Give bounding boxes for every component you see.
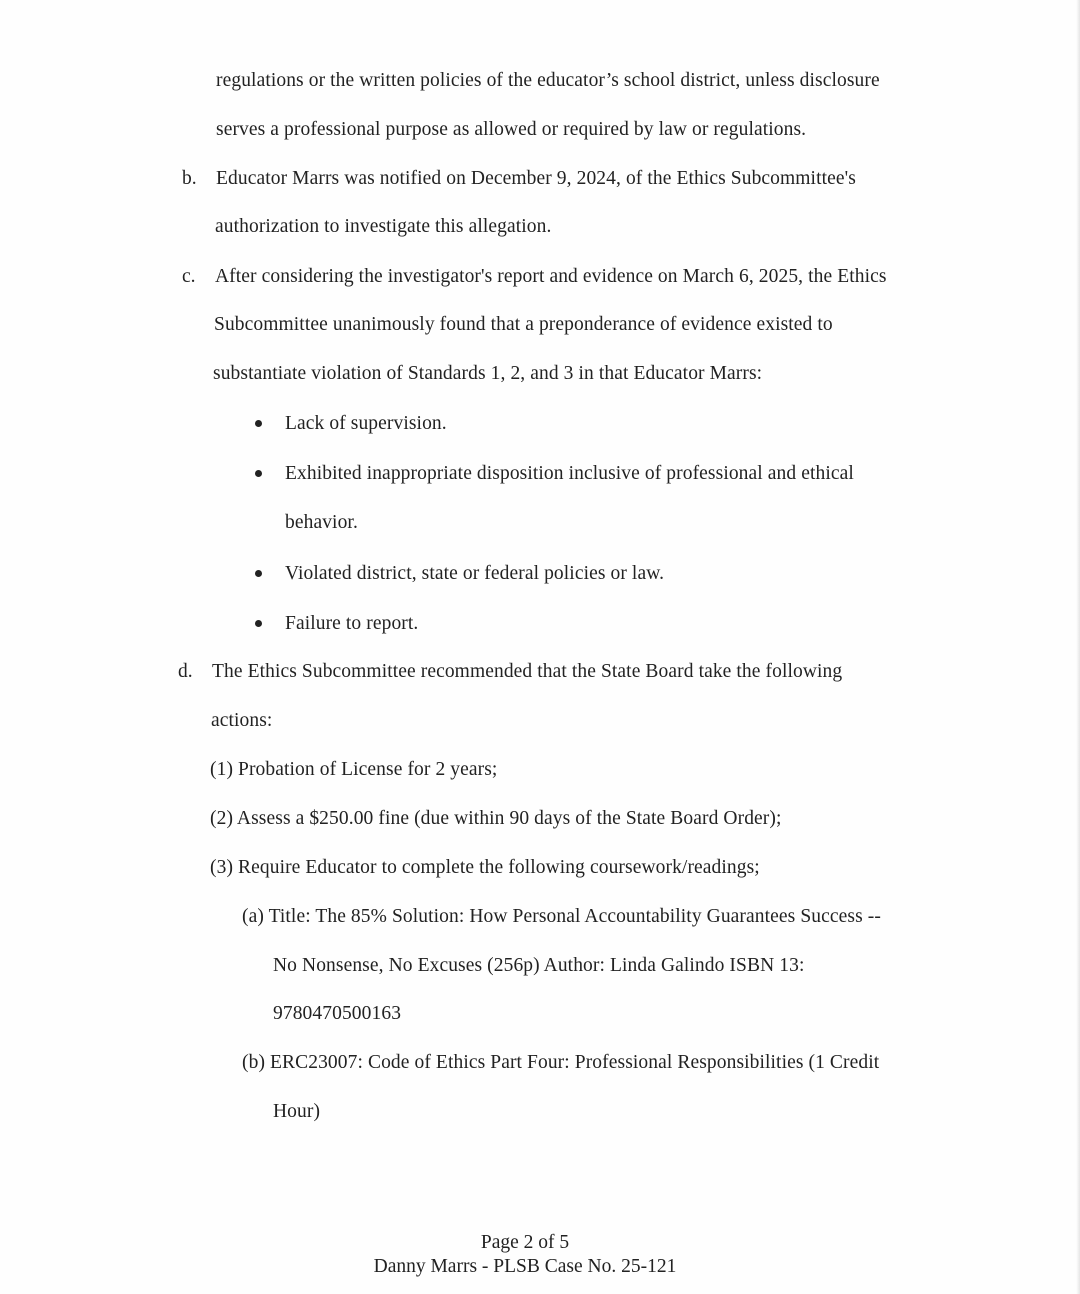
action-item: (2) Assess a $250.00 fine (due within 90 days of the State Board Order);: [210, 808, 782, 829]
coursework-item-continuation: No Nonsense, No Excuses (256p) Author: Linda Galindo ISBN 13:: [273, 955, 805, 976]
list-marker-c: c.: [182, 266, 196, 287]
list-marker-d: d.: [178, 661, 193, 682]
list-marker-b: b.: [182, 168, 197, 189]
coursework-item-continuation: Hour): [273, 1101, 321, 1122]
scan-edge-shadow: [1076, 0, 1080, 1294]
paragraph-line: substantiate violation of Standards 1, 2, and 3 in that Educator Marrs:: [213, 363, 763, 384]
bullet-icon: [255, 570, 262, 577]
paragraph-line: serves a professional purpose as allowed or required by law or regulations.: [216, 119, 807, 140]
coursework-item: (b) ERC23007: Code of Ethics Part Four: Professional Responsibilities (1 Credit: [242, 1052, 880, 1073]
page-number: Page 2 of 5: [480, 1232, 570, 1253]
paragraph-line: Educator Marrs was notified on December 9, 2024, of the Ethics Subcommittee's: [216, 168, 856, 189]
action-item: (1) Probation of License for 2 years;: [210, 759, 498, 780]
bullet-icon: [255, 420, 262, 427]
case-reference: Danny Marrs - PLSB Case No. 25-121: [373, 1256, 677, 1277]
paragraph-line: regulations or the written policies of the educator’s school district, unless disclosure: [216, 70, 880, 91]
paragraph-line: The Ethics Subcommittee recommended that the State Board take the following: [212, 661, 843, 682]
paragraph-line: authorization to investigate this allegation.: [215, 216, 552, 237]
bullet-item: Lack of supervision.: [285, 413, 447, 434]
bullet-item: Violated district, state or federal policies or law.: [285, 563, 665, 584]
isbn-number: 9780470500163: [273, 1003, 402, 1024]
bullet-icon: [255, 620, 262, 627]
bullet-item: Failure to report.: [285, 613, 419, 634]
paragraph-line: actions:: [211, 710, 273, 731]
bullet-item: Exhibited inappropriate disposition inclusive of professional and ethical: [285, 463, 854, 484]
action-item: (3) Require Educator to complete the following coursework/readings;: [210, 857, 760, 878]
coursework-item: (a) Title: The 85% Solution: How Personal Accountability Guarantees Success --: [242, 906, 881, 927]
paragraph-line: Subcommittee unanimously found that a preponderance of evidence existed to: [214, 314, 833, 335]
paragraph-line: After considering the investigator's report and evidence on March 6, 2025, the Ethics: [215, 266, 887, 287]
bullet-icon: [255, 470, 262, 477]
bullet-item-continuation: behavior.: [285, 512, 358, 533]
